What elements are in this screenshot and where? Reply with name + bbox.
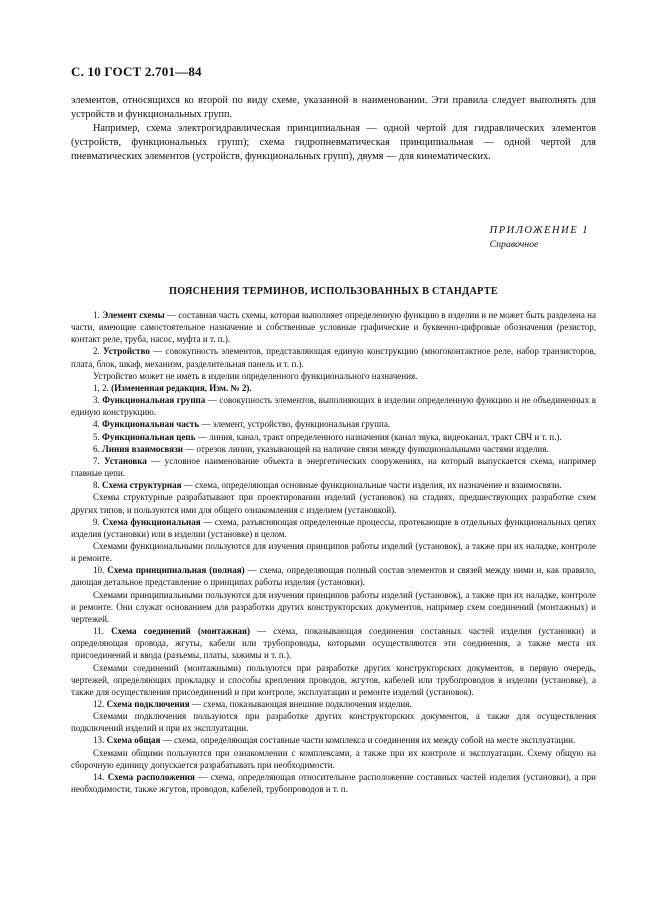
term-number: 8. — [93, 480, 103, 491]
term-paragraph — [71, 564, 596, 588]
term-number: 9. — [93, 516, 103, 527]
term-name: Схема общая — [106, 735, 161, 746]
term-definition: Схемы структурные разрабатывают при проектировании изделий (установок) на стадиях, предшествующих разработке схем других типов, и пользуются ими для общего ознакомления с изделием (установкой). — [71, 492, 596, 515]
term-number: 13. — [93, 735, 107, 746]
term-paragraph — [71, 443, 596, 455]
term-paragraph — [71, 345, 596, 369]
term-paragraph — [71, 734, 596, 746]
term-definition: — линия, канал, тракт определенного назначения (канал звука, видеоканал, тракт СВЧ и т. п.). — [195, 431, 562, 442]
term-name: Схема подключения — [106, 699, 190, 709]
appendix-title: ПРИЛОЖЕНИЕ 1 — [489, 225, 589, 236]
terms-list — [71, 309, 596, 795]
term-definition: — совокупность элементов, выполняющих в изделии определенную функцию и не объединенных в единую конструкцию. — [71, 395, 597, 418]
term-definition: Схемами общими пользуются при ознакомлении с комплексами, а также при их контроле и эксплуатации. Схему общую на сборочную единицу допускается разрабатывать при необходимости. — [71, 747, 596, 770]
term-paragraph — [71, 491, 596, 515]
term-paragraph — [71, 394, 596, 418]
term-number: 10. — [93, 565, 108, 576]
term-paragraph — [71, 455, 596, 479]
term-paragraph — [71, 747, 596, 771]
term-number: 12. — [93, 699, 107, 709]
term-definition: — схема, показывающая соединения составных частей изделия (установки) и определяющая провода, жгуты, кабели или трубопроводы, которыми осуществляются эти соединения, а также места их присоединений и ввода (разъемы, платы, зажимы и т. п.). — [71, 626, 596, 661]
term-paragraph — [71, 479, 596, 491]
term-paragraph — [71, 540, 596, 564]
term-number: 1, 2. — [93, 382, 112, 393]
term-definition: — схема, определяющая полный состав элементов и связей между ними и, как правило, дающая детальное представление о принципах работы изделия (установки). — [71, 565, 596, 588]
term-definition: Схемами подключения пользуются при разработке других конструкторских документов, а также для осуществления подключений изделий и при их эксплуатации. — [71, 711, 596, 734]
term-name: Схема соединений (монтажная) — [111, 626, 250, 637]
term-definition: — условное наименование объекта в энергетических сооружениях, на который выпускается схема, например главные цепи. — [71, 455, 597, 479]
appendix-subtitle: Справочное — [489, 239, 539, 250]
term-definition: — составная часть схемы, которая выполняет определенную функцию в изделии и не может быть разделена на части, имеющие самостоятельное назначение и собственные условные графические и буквенно-цифровые обозначения (резистор, контакт реле, труба, насос, муфта и т. п.). — [71, 310, 597, 345]
term-paragraph — [71, 589, 596, 625]
term-name: Схема структурная — [102, 480, 182, 491]
page-header: С. 10 ГОСТ 2.701—84 — [71, 64, 202, 79]
term-definition: — элемент, устройство, функциональная группа. — [199, 419, 391, 430]
term-number: 1. — [93, 310, 103, 320]
term-number: 2. — [93, 346, 104, 357]
term-number: 4. — [93, 419, 103, 430]
term-paragraph — [71, 370, 596, 382]
term-name: Схема расположения — [107, 771, 195, 782]
term-number: 7. — [93, 455, 105, 466]
term-definition: Устройство может не иметь в изделии определенного функционального назначения. — [93, 370, 418, 381]
term-name: Линия взаимосвязи — [102, 443, 183, 454]
appendix-label — [490, 224, 589, 252]
term-name: Схема функциональная — [102, 516, 201, 527]
term-definition: — схема, показывающая внешние подключения изделия. — [189, 699, 412, 709]
term-number: 14. — [93, 771, 108, 782]
term-paragraph — [71, 418, 596, 430]
term-definition: — отрезок линии, указывающей на наличие связи между функциональными частями изделия. — [182, 443, 549, 454]
term-definition: Схемами принципиальными пользуются для изучения принципов работы изделий (установок), а также при их наладке, контроле и ремонте. Они служат основанием для разработки других конструкторских документов, например схем соединений (монтажных) и чертежей. — [71, 589, 596, 624]
term-name: (Измененная редакция, Изм. № 2). — [111, 382, 252, 393]
term-name: Устройство — [103, 346, 150, 357]
term-number: 11. — [93, 626, 112, 637]
term-number: 5. — [93, 431, 103, 442]
term-name: Функциональная цепь — [102, 431, 196, 442]
term-paragraph — [71, 662, 596, 698]
term-definition: — схема, определяющая основные функциональные части изделия, их назначение и взаимосвязи. — [181, 480, 562, 491]
intro-paragraph: элементов, относящихся ко второй по виду схеме, указанной в наименовании. Эти правила следует выполнять для устройств и функциональных групп. — [71, 95, 596, 120]
term-name: Функциональная группа — [102, 395, 206, 406]
term-number: 3. — [93, 395, 103, 406]
term-definition: Схемами соединений (монтажными) пользуются при разработке других конструкторских документов, в первую очередь, чертежей, определяющих прокладку и способы крепления проводов, жгутов, кабелей или трубопроводов в изделии (установке), а также для осуществления присоединений и при контроле, эксплуатации и ремонте изделий (установок). — [71, 662, 596, 697]
term-paragraph — [71, 625, 596, 661]
term-definition: — совокупность элементов, представляющая единую конструкцию (многоконтактное реле, набор транзисторов, плата, блок, шкаф, механизм, разделительная панель и т. п.). — [71, 346, 596, 369]
term-paragraph — [71, 698, 596, 710]
term-paragraph — [71, 431, 596, 443]
term-name: Установка — [104, 455, 147, 466]
term-paragraph — [71, 382, 596, 394]
term-name: Схема принципиальная (полная) — [107, 565, 245, 576]
section-title: ПОЯСНЕНИЯ ТЕРМИНОВ, ИСПОЛЬЗОВАННЫХ В СТАНДАРТЕ — [169, 286, 498, 297]
term-name: Функциональная часть — [102, 419, 200, 430]
term-paragraph — [71, 771, 596, 795]
term-paragraph — [71, 309, 596, 345]
intro-paragraph: Например, схема электрогидравлическая принципиальная — одной чертой для гидравлических элементов (устройств, функциональных групп); схема гидропневматическая принципиальная — одной чертой для пневматических элементов (устройств, функциональных групп), двумя — для кинематических. — [71, 123, 596, 162]
term-definition: — схема, разъясняющая определенные процессы, протекающие в отдельных функциональных цепях изделия (установки) или в изделии (установке) в целом. — [71, 516, 596, 539]
term-definition: Схемами функциональными пользуются для изучения принципов работы изделий (установок), а также при их наладке, контроле и ремонте. — [71, 540, 596, 564]
term-name: Элемент схемы — [102, 310, 165, 320]
intro-text — [71, 94, 596, 164]
term-definition: — схема, определяющая составные части комплекса и соединения их между собой на месте эксплуатации. — [160, 735, 576, 746]
term-paragraph — [71, 710, 596, 734]
term-number: 6. — [93, 443, 103, 454]
term-definition: — схема, определяющая относительное расположение составных частей изделия (установки), а при необходимости, также жгутов, проводов, кабелей, трубопроводов и т. п. — [71, 771, 597, 795]
term-paragraph — [71, 516, 596, 540]
